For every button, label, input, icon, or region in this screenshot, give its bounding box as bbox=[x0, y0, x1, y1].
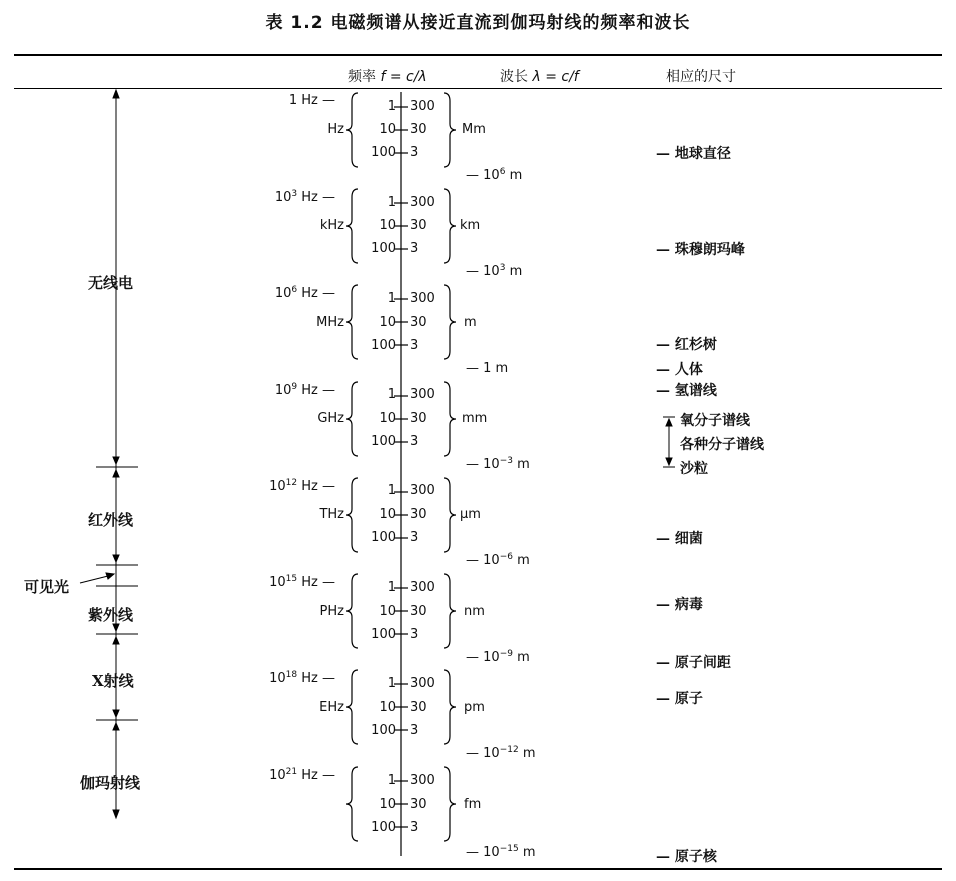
size-human-body: — 人体 bbox=[656, 362, 703, 378]
wavelength-mark-1: — $10^6$ m bbox=[466, 167, 523, 183]
scale-right-300: 300 bbox=[410, 580, 435, 595]
scale-right-30: 30 bbox=[410, 604, 427, 619]
freq-label: 1 Hz — bbox=[288, 93, 335, 108]
scale-left-10: 10 bbox=[379, 218, 396, 233]
header-wavelength-label: 波长 bbox=[500, 69, 528, 85]
scale-right-30: 30 bbox=[410, 797, 427, 812]
scale-right-30: 30 bbox=[410, 122, 427, 137]
scale-left-1: 1 bbox=[387, 580, 396, 595]
size-atomic-spacing: — 原子间距 bbox=[656, 655, 731, 671]
size-sand-grain: 沙粒 bbox=[680, 461, 708, 477]
scale-right-3: 3 bbox=[410, 145, 419, 160]
band-ultraviolet: 紫外线 bbox=[88, 606, 134, 624]
scale-left-10: 10 bbox=[379, 797, 396, 812]
scale-left-100: 100 bbox=[371, 530, 396, 545]
si-unit: m bbox=[464, 315, 477, 330]
size-earth-diameter: — 地球直径 bbox=[656, 146, 731, 162]
scale-right-30: 30 bbox=[410, 411, 427, 426]
table-title: 表 1.2 电磁频谱从接近直流到伽玛射线的频率和波长 bbox=[265, 13, 691, 33]
scale-left-100: 100 bbox=[371, 723, 396, 738]
band-infrared: 红外线 bbox=[88, 511, 134, 529]
size-hydrogen-line: — 氢谱线 bbox=[656, 383, 717, 399]
band-gamma: 伽玛射线 bbox=[80, 774, 141, 792]
freq-unit: MHz bbox=[316, 315, 344, 330]
scale-right-3: 3 bbox=[410, 434, 419, 449]
scale-right-3: 3 bbox=[410, 820, 419, 835]
freq-label: $10^{18}$ Hz — bbox=[269, 670, 335, 686]
scale-left-10: 10 bbox=[379, 507, 396, 522]
scale-right-3: 3 bbox=[410, 530, 419, 545]
scale-left-1: 1 bbox=[387, 291, 396, 306]
freq-label: $10^6$ Hz — bbox=[274, 285, 335, 301]
scale-left-1: 1 bbox=[387, 195, 396, 210]
size-atom: — 原子 bbox=[656, 691, 703, 707]
freq-unit: EHz bbox=[319, 700, 344, 715]
freq-label: $10^{21}$ Hz — bbox=[269, 767, 335, 783]
wavelength-mark-6: — $10^{-9}$ m bbox=[466, 649, 530, 665]
si-unit: pm bbox=[464, 700, 485, 715]
scale-left-10: 10 bbox=[379, 122, 396, 137]
freq-label: $10^{15}$ Hz — bbox=[269, 574, 335, 590]
size-bacteria: — 细菌 bbox=[656, 531, 703, 547]
wavelength-mark-7: — $10^{-12}$ m bbox=[466, 745, 536, 761]
size-oxygen-line: 氧分子谱线 bbox=[680, 413, 750, 429]
scale-right-300: 300 bbox=[410, 195, 435, 210]
wavelength-mark-2: — $10^3$ m bbox=[466, 263, 523, 279]
scale-right-300: 300 bbox=[410, 676, 435, 691]
scale-left-1: 1 bbox=[387, 483, 396, 498]
freq-label: $10^3$ Hz — bbox=[274, 189, 335, 205]
freq-unit: THz bbox=[319, 507, 344, 522]
scale-left-100: 100 bbox=[371, 434, 396, 449]
size-redwood: — 红杉树 bbox=[656, 337, 717, 353]
si-unit: nm bbox=[464, 604, 485, 619]
freq-label: $10^{12}$ Hz — bbox=[269, 478, 335, 494]
scale-left-1: 1 bbox=[387, 99, 396, 114]
band-radio: 无线电 bbox=[88, 274, 134, 292]
scale-right-3: 3 bbox=[410, 723, 419, 738]
si-unit: μm bbox=[460, 507, 481, 522]
scale-right-3: 3 bbox=[410, 338, 419, 353]
scale-left-10: 10 bbox=[379, 604, 396, 619]
scale-right-300: 300 bbox=[410, 291, 435, 306]
size-nucleus: — 原子核 bbox=[656, 849, 717, 865]
scale-left-100: 100 bbox=[371, 627, 396, 642]
scale-right-3: 3 bbox=[410, 241, 419, 256]
scale-right-300: 300 bbox=[410, 483, 435, 498]
scale-left-100: 100 bbox=[371, 820, 396, 835]
size-molecular-lines: 各种分子谱线 bbox=[680, 437, 764, 453]
freq-label: $10^9$ Hz — bbox=[274, 382, 335, 398]
scale-left-10: 10 bbox=[379, 700, 396, 715]
header-frequency-label: 频率 bbox=[348, 69, 376, 85]
freq-unit: GHz bbox=[317, 411, 344, 426]
wavelength-mark-4: — $10^{-3}$ m bbox=[466, 456, 530, 472]
scale-right-30: 30 bbox=[410, 315, 427, 330]
freq-unit: kHz bbox=[319, 218, 344, 233]
wavelength-mark-8: — $10^{-15}$ m bbox=[466, 844, 536, 860]
wavelength-mark-3: — 1 m bbox=[466, 361, 509, 376]
size-virus: — 病毒 bbox=[656, 597, 703, 613]
scale-right-30: 30 bbox=[410, 218, 427, 233]
scale-left-100: 100 bbox=[371, 338, 396, 353]
scale-right-300: 300 bbox=[410, 773, 435, 788]
scale-left-10: 10 bbox=[379, 411, 396, 426]
scale-left-1: 1 bbox=[387, 773, 396, 788]
scale-left-10: 10 bbox=[379, 315, 396, 330]
scale-right-30: 30 bbox=[410, 700, 427, 715]
scale-right-30: 30 bbox=[410, 507, 427, 522]
si-unit: mm bbox=[462, 411, 488, 426]
scale-left-100: 100 bbox=[371, 145, 396, 160]
si-unit: fm bbox=[464, 797, 482, 812]
scale-right-300: 300 bbox=[410, 387, 435, 402]
scale-right-3: 3 bbox=[410, 627, 419, 642]
band-visible: 可见光 bbox=[24, 578, 70, 596]
freq-unit: Hz bbox=[327, 122, 344, 137]
si-unit: km bbox=[460, 218, 481, 233]
freq-unit: PHz bbox=[319, 604, 344, 619]
scale-left-100: 100 bbox=[371, 241, 396, 256]
band-xray: X射线 bbox=[92, 672, 134, 690]
header-frequency-formula: f = c/λ bbox=[380, 69, 427, 85]
size-everest: — 珠穆朗玛峰 bbox=[656, 242, 745, 258]
scale-left-1: 1 bbox=[387, 387, 396, 402]
si-unit: Mm bbox=[462, 122, 486, 137]
header-size: 相应的尺寸 bbox=[666, 69, 736, 85]
header-wavelength-formula: λ = c/f bbox=[532, 69, 579, 85]
scale-left-1: 1 bbox=[387, 676, 396, 691]
wavelength-mark-5: — $10^{-6}$ m bbox=[466, 552, 530, 568]
scale-right-300: 300 bbox=[410, 99, 435, 114]
